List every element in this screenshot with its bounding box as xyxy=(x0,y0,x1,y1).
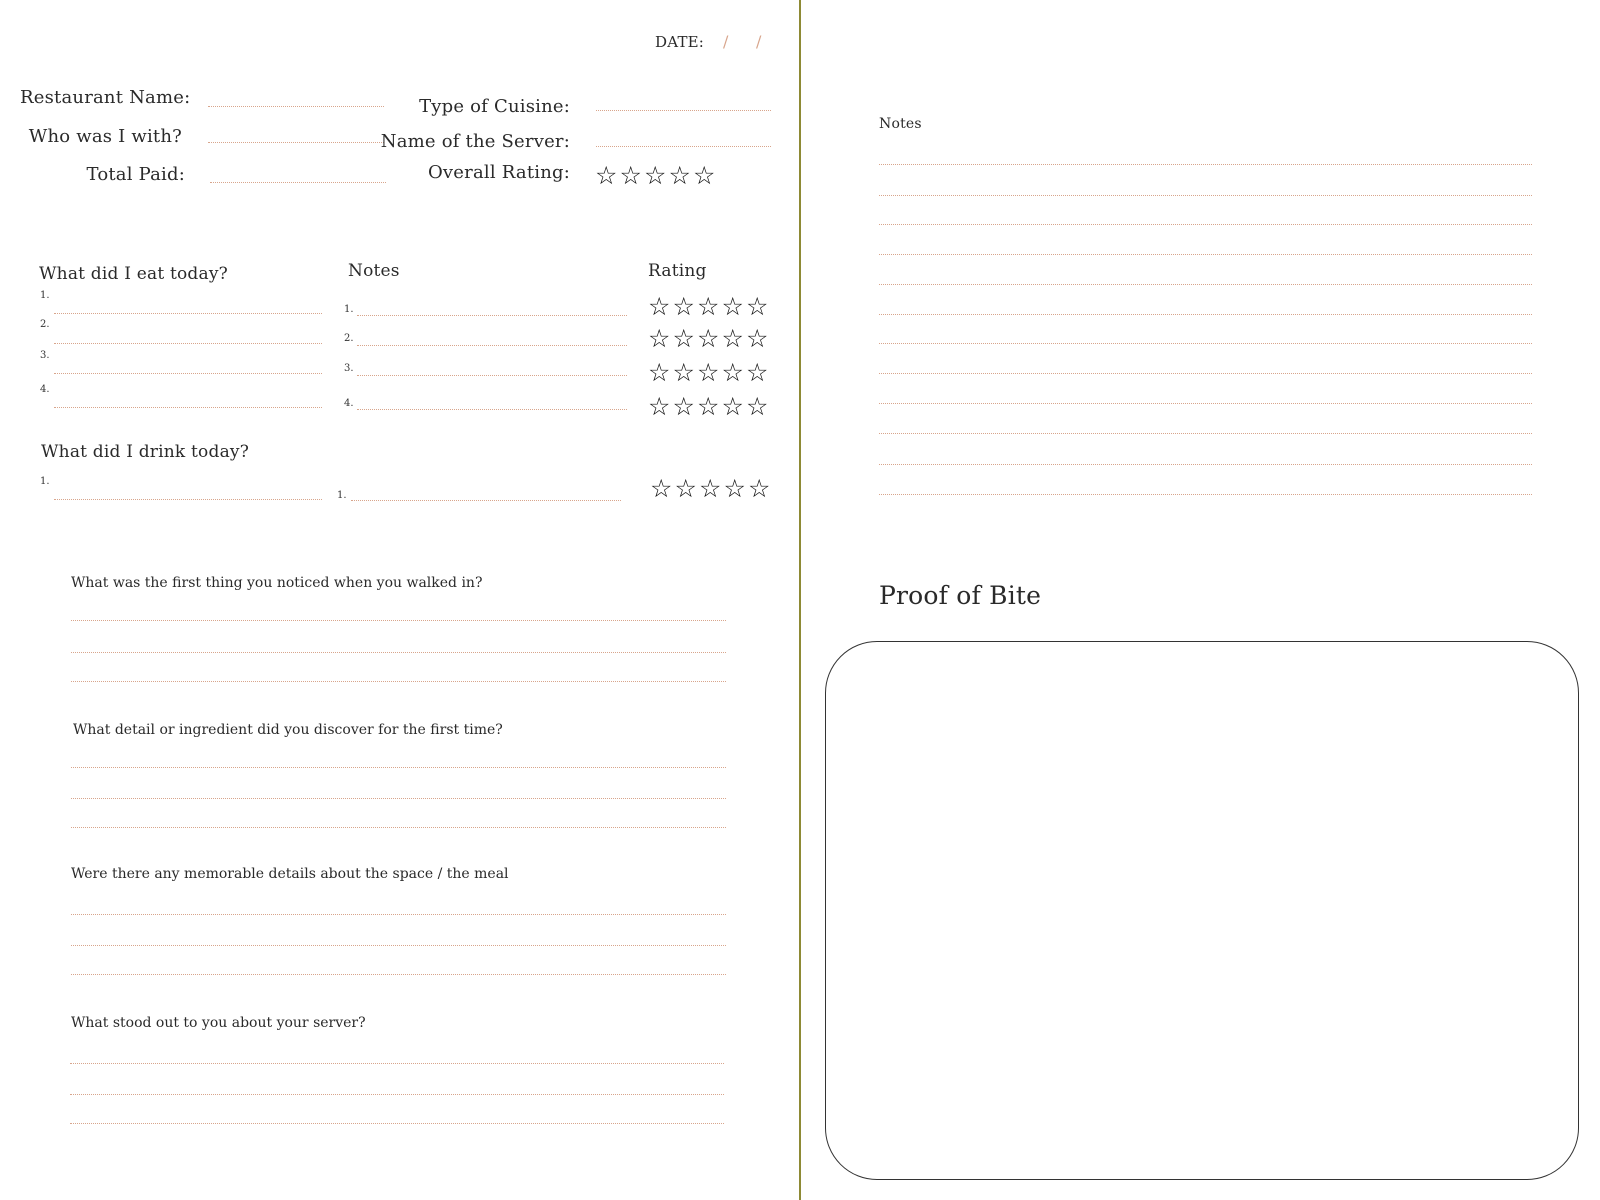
answer-line[interactable] xyxy=(71,827,726,828)
food-note-field[interactable] xyxy=(357,375,627,376)
who-was-i-with-field[interactable] xyxy=(208,142,384,143)
answer-line[interactable] xyxy=(70,1094,724,1095)
star-icon[interactable]: ☆ xyxy=(721,324,744,353)
star-icon[interactable]: ☆ xyxy=(746,392,769,421)
overall-rating-label: Overall Rating: xyxy=(427,162,570,183)
date-label: DATE: xyxy=(655,33,705,51)
notes-line[interactable] xyxy=(879,314,1532,315)
star-icon[interactable]: ☆ xyxy=(746,324,769,353)
star-icon[interactable]: ☆ xyxy=(648,392,671,421)
food-note-number: 4. xyxy=(344,398,354,409)
star-icon[interactable]: ☆ xyxy=(668,161,691,190)
question-new-ingredient: What detail or ingredient did you discover for the first time? xyxy=(73,722,503,738)
question-first-noticed: What was the first thing you noticed when you walked in? xyxy=(71,575,483,591)
photo-placeholder[interactable] xyxy=(825,641,1579,1180)
question-memorable-details: Were there any memorable details about the space / the meal xyxy=(71,866,509,882)
drink-item-field[interactable] xyxy=(54,499,322,500)
food-item-number: 2. xyxy=(40,319,50,330)
food-note-field[interactable] xyxy=(357,315,627,316)
food-item-number: 4. xyxy=(40,384,50,395)
type-of-cuisine-field[interactable] xyxy=(596,110,771,111)
drink-heading: What did I drink today? xyxy=(41,442,250,462)
answer-line[interactable] xyxy=(71,914,726,915)
star-icon[interactable]: ☆ xyxy=(644,161,667,190)
notes-line[interactable] xyxy=(879,254,1532,255)
notes-line[interactable] xyxy=(879,195,1532,196)
drink-rating-stars[interactable] xyxy=(649,476,772,501)
star-icon[interactable]: ☆ xyxy=(748,474,771,503)
food-note-number: 2. xyxy=(344,333,354,344)
star-icon[interactable]: ☆ xyxy=(648,292,671,321)
answer-line[interactable] xyxy=(71,767,726,768)
star-icon[interactable]: ☆ xyxy=(721,292,744,321)
overall-rating-stars[interactable] xyxy=(594,163,717,188)
food-note-field[interactable] xyxy=(357,345,627,346)
notes-line[interactable] xyxy=(879,343,1532,344)
proof-of-bite-title: Proof of Bite xyxy=(879,581,1042,610)
star-icon[interactable]: ☆ xyxy=(721,358,744,387)
server-name-field[interactable] xyxy=(596,146,771,147)
food-note-field[interactable] xyxy=(357,409,627,410)
star-icon[interactable]: ☆ xyxy=(697,392,720,421)
star-icon[interactable]: ☆ xyxy=(672,324,695,353)
page-divider xyxy=(799,0,801,1200)
star-icon[interactable]: ☆ xyxy=(595,161,618,190)
answer-line[interactable] xyxy=(70,1063,724,1064)
answer-line[interactable] xyxy=(71,652,726,653)
notes-line[interactable] xyxy=(879,403,1532,404)
food-rating-stars[interactable] xyxy=(647,294,770,319)
notes-line[interactable] xyxy=(879,164,1532,165)
server-name-label: Name of the Server: xyxy=(380,131,570,152)
answer-line[interactable] xyxy=(70,1123,724,1124)
food-rating-stars[interactable] xyxy=(647,394,770,419)
star-icon[interactable]: ☆ xyxy=(721,392,744,421)
notes-line[interactable] xyxy=(879,433,1532,434)
answer-line[interactable] xyxy=(71,798,726,799)
star-icon[interactable]: ☆ xyxy=(672,292,695,321)
star-icon[interactable]: ☆ xyxy=(697,324,720,353)
food-item-number: 1. xyxy=(40,290,50,301)
star-icon[interactable]: ☆ xyxy=(648,324,671,353)
food-note-number: 3. xyxy=(344,363,354,374)
drink-note-field[interactable] xyxy=(351,500,621,501)
star-icon[interactable]: ☆ xyxy=(672,358,695,387)
food-item-field[interactable] xyxy=(54,373,322,374)
notes-line[interactable] xyxy=(879,284,1532,285)
notes-line[interactable] xyxy=(879,373,1532,374)
food-note-number: 1. xyxy=(344,304,354,315)
question-server: What stood out to you about your server? xyxy=(71,1015,366,1031)
star-icon[interactable]: ☆ xyxy=(746,358,769,387)
type-of-cuisine-label: Type of Cuisine: xyxy=(419,96,570,117)
star-icon[interactable]: ☆ xyxy=(650,474,673,503)
food-notes-heading: Notes xyxy=(348,261,400,281)
food-item-number: 3. xyxy=(40,350,50,361)
restaurant-name-field[interactable] xyxy=(208,106,384,107)
notes-line[interactable] xyxy=(879,224,1532,225)
star-icon[interactable]: ☆ xyxy=(674,474,697,503)
date-separator: / xyxy=(723,32,729,51)
food-heading: What did I eat today? xyxy=(39,264,228,284)
food-rating-heading: Rating xyxy=(648,261,707,281)
star-icon[interactable]: ☆ xyxy=(697,292,720,321)
date-separator: / xyxy=(756,32,762,51)
food-item-field[interactable] xyxy=(54,343,322,344)
drink-note-number: 1. xyxy=(337,490,347,501)
notes-line[interactable] xyxy=(879,494,1532,495)
food-item-field[interactable] xyxy=(54,407,322,408)
star-icon[interactable]: ☆ xyxy=(619,161,642,190)
star-icon[interactable]: ☆ xyxy=(746,292,769,321)
star-icon[interactable]: ☆ xyxy=(672,392,695,421)
food-item-field[interactable] xyxy=(54,313,322,314)
total-paid-label: Total Paid: xyxy=(86,164,185,185)
food-rating-stars[interactable] xyxy=(647,360,770,385)
star-icon[interactable]: ☆ xyxy=(648,358,671,387)
answer-line[interactable] xyxy=(71,945,726,946)
answer-line[interactable] xyxy=(71,620,726,621)
food-rating-stars[interactable] xyxy=(647,326,770,351)
star-icon[interactable]: ☆ xyxy=(699,474,722,503)
answer-line[interactable] xyxy=(71,974,726,975)
who-was-i-with-label: Who was I with? xyxy=(28,126,182,147)
star-icon[interactable]: ☆ xyxy=(693,161,716,190)
star-icon[interactable]: ☆ xyxy=(723,474,746,503)
drink-item-number: 1. xyxy=(40,476,50,487)
star-icon[interactable]: ☆ xyxy=(697,358,720,387)
total-paid-field[interactable] xyxy=(210,182,386,183)
notes-line[interactable] xyxy=(879,464,1532,465)
answer-line[interactable] xyxy=(71,681,726,682)
notes-label: Notes xyxy=(879,116,922,132)
restaurant-name-label: Restaurant Name: xyxy=(20,87,191,108)
